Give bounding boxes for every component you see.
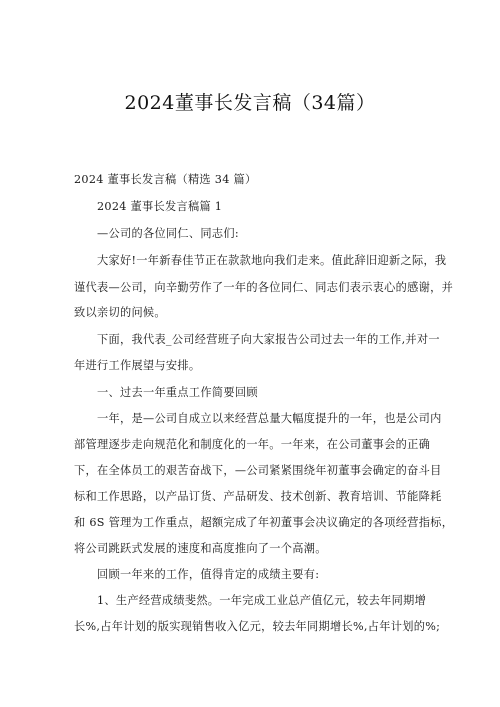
- document-title: 2024董事长发言稿（34篇）: [124, 92, 376, 114]
- paragraph-line: 大家好!一年新春佳节正在款款地向我们走来。值此辞旧迎新之际，我: [97, 254, 447, 267]
- paragraph-line: 下面，我代表_公司经营班子向大家报告公司过去一年的工作,并对一: [97, 333, 440, 346]
- paragraph-line: 下，在全体员工的艰苦奋战下，—公司紧紧围绕年初董事会确定的奋斗目: [74, 464, 442, 477]
- paragraph-line: 标和工作思路，以产品订货、产品研发、技术创新、教育培训、节能降耗: [74, 490, 442, 503]
- paragraph-line: 和 6S 管理为工作重点，超额完成了年初董事会决议确定的各项经营指标，: [74, 516, 454, 529]
- section-heading: 一、过去一年重点工作简要回顾: [97, 386, 258, 399]
- paragraph-line: 1、生产经营成绩斐然。一年完成工业总产值亿元，较去年同期增: [97, 594, 427, 607]
- paragraph-line: 致以亲切的问候。: [74, 306, 166, 319]
- paragraph-line: 部管理逐步走向规范化和制度化的一年。一年来，在公司董事会的正确: [74, 438, 431, 451]
- paragraph-line: 长%,占年计划的版实现销售收入亿元，较去年同期增长%,占年计划的%;: [74, 620, 441, 633]
- paragraph-line: 谨代表—公司，向辛勤劳作了一年的各位同仁、同志们表示衷心的感谢，并: [74, 281, 454, 294]
- paragraph-line: 年进行工作展望与安排。: [74, 359, 201, 372]
- paragraph-line: 回顾一年来的工作，值得肯定的成绩主要有:: [97, 568, 320, 581]
- section-heading: 2024 董事长发言稿篇 1: [97, 200, 223, 213]
- subtitle-line: 2024 董事长发言稿（精选 34 篇）: [74, 173, 257, 186]
- salutation-line: —公司的各位同仁、同志们:: [97, 227, 239, 240]
- paragraph-line: 一年，是—公司自成立以来经营总量大幅度提升的一年，也是公司内: [97, 412, 442, 425]
- paragraph-line: 将公司跳跃式发展的速度和高度推向了一个高潮。: [74, 542, 327, 555]
